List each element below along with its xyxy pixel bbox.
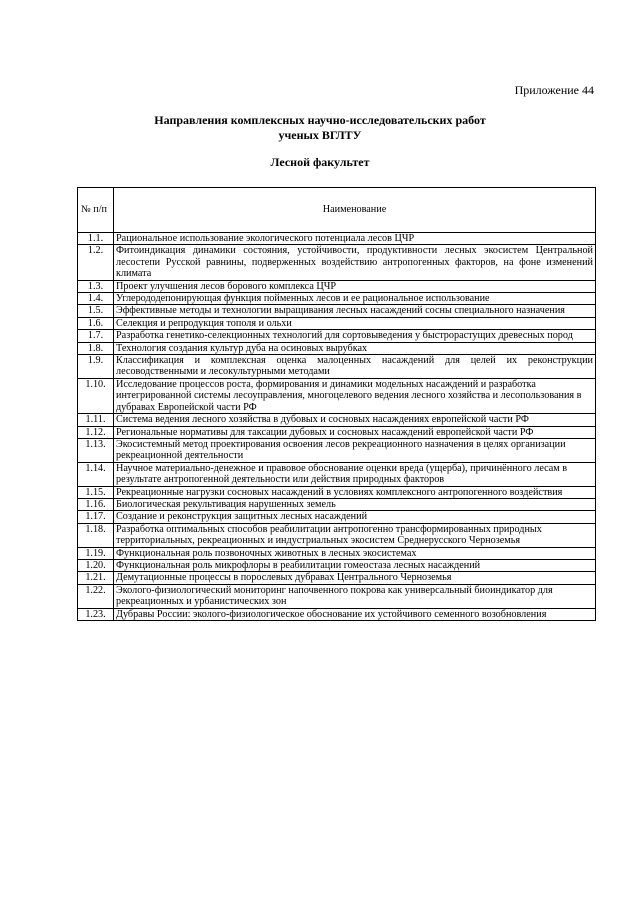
row-name: Научное материально-денежное и правовое обоснование оценки вреда (ущерба), причинённого лесам в результате антропогенной деятельности или действия природных факторов: [114, 462, 596, 486]
table-row: [78, 305, 596, 317]
row-name: Биологическая рекультивация нарушенных земель: [114, 498, 596, 510]
table-row: [78, 414, 596, 426]
row-number: 1.15.: [78, 486, 114, 498]
table-row: [78, 378, 596, 413]
row-name: Классификация и комплексная оценка малоценных насаждений для целей их реконструкции лесоводственными и лесокультурными методами: [114, 355, 596, 379]
row-number: 1.9.: [78, 355, 114, 379]
row-number: 1.18.: [78, 523, 114, 547]
row-number: 1.20.: [78, 559, 114, 571]
row-name: Экосистемный метод проектирования освоения лесов рекреационного назначения в целях организации рекреационной деятельности: [114, 438, 596, 462]
row-number: 1.5.: [78, 305, 114, 317]
table-body: [78, 233, 596, 621]
row-number: 1.16.: [78, 498, 114, 510]
row-number: 1.8.: [78, 342, 114, 354]
table-row: [78, 559, 596, 571]
appendix-label: Приложение 44: [514, 83, 594, 97]
row-number: 1.19.: [78, 547, 114, 559]
table-row: [78, 330, 596, 342]
table-row: [78, 245, 596, 280]
table-row: [78, 511, 596, 523]
research-directions-table: [77, 187, 596, 621]
table-row: [78, 572, 596, 584]
title-line-2: ученых ВГЛТУ: [278, 128, 362, 142]
row-name: Эколого-физиологический мониторинг напочвенного покрова как универсальный биоиндикатор для рекреационных и урбанистических зон: [114, 584, 596, 608]
table-row: [78, 293, 596, 305]
row-number: 1.7.: [78, 330, 114, 342]
row-name: Рекреационные нагрузки сосновых насаждений в условиях комплексного антропогенного воздействия: [114, 486, 596, 498]
table-row: [78, 280, 596, 292]
table-row: [78, 355, 596, 379]
row-name: Исследование процессов роста, формирования и динамики модельных насаждений и разработка интегрированной системы лесоуправления, многоцелевого ведения лесного хозяйства и лесопользования в дубравах Европейской части РФ: [114, 378, 596, 413]
row-name: Система ведения лесного хозяйства в дубовых и сосновых насаждениях европейской части РФ: [114, 414, 596, 426]
row-number: 1.23.: [78, 608, 114, 620]
table-row: [78, 317, 596, 329]
table-row: [78, 342, 596, 354]
row-number: 1.1.: [78, 233, 114, 245]
header-num: № п/п: [78, 188, 114, 233]
row-name: Региональные нормативы для таксации дубовых и сосновых насаждений европейской части РФ: [114, 426, 596, 438]
table-row: [78, 462, 596, 486]
row-name: Эффективные методы и технологии выращивания лесных насаждений сосны специального назначения: [114, 305, 596, 317]
row-number: 1.21.: [78, 572, 114, 584]
document-title: [0, 113, 640, 143]
row-number: 1.4.: [78, 293, 114, 305]
row-number: 1.3.: [78, 280, 114, 292]
row-number: 1.6.: [78, 317, 114, 329]
row-name: Разработка генетико-селекционных технологий для сортовыведения у быстрорастущих древесных пород: [114, 330, 596, 342]
table-header-row: [78, 188, 596, 233]
row-name: Технология создания культур дуба на осиновых вырубках: [114, 342, 596, 354]
row-number: 1.2.: [78, 245, 114, 280]
table-row: [78, 486, 596, 498]
row-number: 1.13.: [78, 438, 114, 462]
row-name: Создание и реконструкция защитных лесных насаждений: [114, 511, 596, 523]
row-name: Фитоиндикация динамики состояния, устойчивости, продуктивности лесных экосистем Центральной лесостепи Русской равнины, подверженных воздействию антропогенных факторов, на фоне изменений климата: [114, 245, 596, 280]
row-number: 1.12.: [78, 426, 114, 438]
row-name: Разработка оптимальных способов реабилитации антропогенно трансформированных природных территориальных, рекреационных и индустриальных экосистем Среднерусского Черноземья: [114, 523, 596, 547]
table-row: [78, 438, 596, 462]
header-name: Наименование: [114, 188, 596, 233]
row-name: Проект улучшения лесов борового комплекса ЦЧР: [114, 280, 596, 292]
table-row: [78, 547, 596, 559]
table-row: [78, 426, 596, 438]
row-name: Дубравы России: эколого-физиологическое обоснование их устойчивого семенного возобновления: [114, 608, 596, 620]
table-row: [78, 608, 596, 620]
row-name: Демутационные процессы в порослевых дубравах Центрального Черноземья: [114, 572, 596, 584]
table-row: [78, 233, 596, 245]
row-name: Функциональная роль микрофлоры в реабилитации гомеостаза лесных насаждений: [114, 559, 596, 571]
row-number: 1.11.: [78, 414, 114, 426]
table-row: [78, 584, 596, 608]
row-name: Рациональное использование экологического потенциала лесов ЦЧР: [114, 233, 596, 245]
row-number: 1.14.: [78, 462, 114, 486]
title-line-1: Направления комплексных научно-исследовательских работ: [154, 113, 486, 127]
row-name: Углерододепонирующая функция пойменных лесов и ее рациональное использование: [114, 293, 596, 305]
row-number: 1.10.: [78, 378, 114, 413]
row-name: Селекция и репродукция тополя и ольхи: [114, 317, 596, 329]
table-row: [78, 498, 596, 510]
row-number: 1.22.: [78, 584, 114, 608]
faculty-heading: Лесной факультет: [270, 155, 370, 169]
table-row: [78, 523, 596, 547]
row-number: 1.17.: [78, 511, 114, 523]
row-name: Функциональная роль позвоночных животных в лесных экосистемах: [114, 547, 596, 559]
